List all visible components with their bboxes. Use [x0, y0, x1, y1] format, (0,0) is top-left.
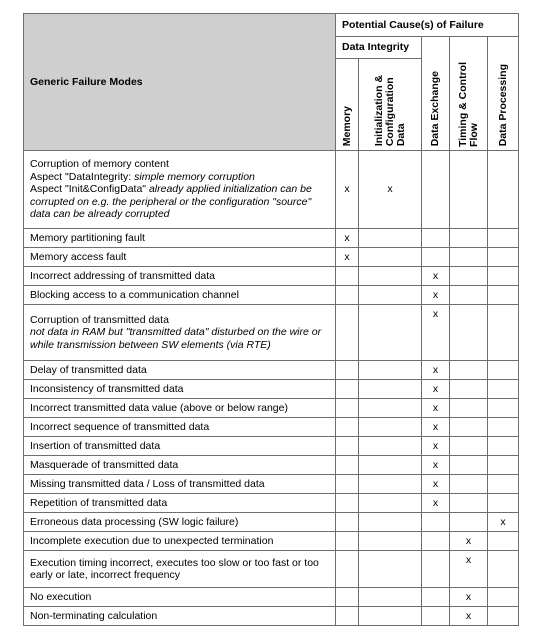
column-label: [342, 100, 353, 146]
failure-mode-line: data can be already corrupted: [30, 208, 170, 221]
header-col-init-config-data: [359, 59, 422, 151]
cause-mark-cell: [359, 267, 422, 286]
cause-mark-cell: [488, 286, 519, 305]
failure-mode-text: simple memory corruption: [134, 170, 255, 183]
failure-modes-table: [23, 13, 519, 626]
cause-mark-cell: x: [422, 456, 450, 475]
cause-mark-cell: [359, 418, 422, 437]
column-label-line: Data Exchange: [429, 71, 441, 147]
failure-mode-line: Incomplete execution due to unexpected termination: [30, 534, 274, 547]
table-row: [24, 361, 519, 380]
cause-mark-cell: x: [422, 380, 450, 399]
failure-mode-text: already applied initialization can be: [148, 183, 312, 196]
cause-mark-cell: x: [450, 607, 488, 626]
failure-mode-cell: [24, 494, 336, 513]
failure-mode-cell: [24, 551, 336, 588]
cause-mark-cell: [488, 418, 519, 437]
cause-mark-cell: [336, 588, 359, 607]
failure-mode-cell: [24, 229, 336, 248]
failure-mode-cell: [24, 513, 336, 532]
cause-mark-cell: [488, 532, 519, 551]
cause-mark-cell: [422, 248, 450, 267]
failure-mode-line: Repetition of transmitted data: [30, 496, 168, 509]
cause-mark-cell: [359, 551, 422, 588]
failure-mode-cell: [24, 380, 336, 399]
cause-mark-cell: [450, 513, 488, 532]
table-row: [24, 456, 519, 475]
cause-mark-cell: [488, 456, 519, 475]
column-label-line: Memory: [340, 106, 353, 147]
cause-mark-cell: x: [422, 286, 450, 305]
cause-mark-cell: [359, 607, 422, 626]
failure-mode-line: Delay of transmitted data: [30, 363, 147, 376]
cause-mark-cell: [488, 151, 519, 229]
cause-mark-cell: [450, 229, 488, 248]
table-row: [24, 437, 519, 456]
failure-mode-cell: [24, 418, 336, 437]
column-label-line: Data Processing: [496, 64, 509, 147]
failure-mode-line: Memory access fault: [30, 250, 127, 263]
cause-mark-cell: [336, 286, 359, 305]
table-row: [24, 532, 519, 551]
failure-mode-cell: [24, 305, 336, 361]
cause-mark-cell: x: [422, 305, 450, 361]
cause-mark-cell: [488, 248, 519, 267]
cause-mark-cell: [359, 399, 422, 418]
failure-mode-line: [30, 171, 329, 184]
failure-mode-line: Insertion of transmitted data: [30, 439, 161, 452]
table-row: [24, 588, 519, 607]
cause-mark-cell: [336, 418, 359, 437]
cause-mark-cell: [488, 361, 519, 380]
cause-mark-cell: [359, 437, 422, 456]
cause-mark-cell: [450, 361, 488, 380]
cause-mark-cell: [488, 267, 519, 286]
cause-mark-cell: [336, 475, 359, 494]
failure-mode-text: Aspect "Init&ConfigData": [30, 183, 149, 196]
cause-mark-cell: [450, 437, 488, 456]
header-potential-causes: Potential Cause(s) of Failure: [336, 14, 519, 37]
failure-mode-line: Masquerade of transmitted data: [30, 458, 179, 471]
failure-mode-line: Missing transmitted data / Loss of transmitted data: [30, 477, 265, 490]
cause-mark-cell: x: [336, 229, 359, 248]
cause-mark-cell: [450, 399, 488, 418]
cause-mark-cell: x: [422, 494, 450, 513]
table-row: [24, 551, 519, 588]
cause-mark-cell: [450, 380, 488, 399]
cause-mark-cell: [359, 380, 422, 399]
cause-mark-cell: x: [422, 399, 450, 418]
cause-mark-cell: [488, 475, 519, 494]
cause-mark-cell: [422, 607, 450, 626]
cause-mark-cell: [488, 494, 519, 513]
cause-mark-cell: [336, 532, 359, 551]
cause-mark-cell: [336, 399, 359, 418]
failure-mode-line: Non-terminating calculation: [30, 609, 158, 622]
column-label-line: Initialization &: [372, 75, 385, 147]
failure-mode-line: while transmission between SW elements (via RTE): [30, 338, 271, 351]
cause-mark-cell: [336, 494, 359, 513]
failure-mode-cell: [24, 286, 336, 305]
cause-mark-cell: [450, 418, 488, 437]
cause-mark-cell: [488, 399, 519, 418]
column-label: [374, 69, 407, 146]
cause-mark-cell: x: [422, 437, 450, 456]
cause-mark-cell: [359, 286, 422, 305]
cause-mark-cell: [359, 588, 422, 607]
cause-mark-cell: [488, 380, 519, 399]
cause-mark-cell: [450, 151, 488, 229]
failure-mode-cell: [24, 399, 336, 418]
table-row: [24, 151, 519, 229]
failure-mode-line: Inconsistency of transmitted data: [30, 382, 184, 395]
cause-mark-cell: x: [450, 588, 488, 607]
failure-mode-line: Corruption of transmitted data: [30, 313, 169, 326]
table-row: [24, 494, 519, 513]
cause-mark-cell: x: [336, 248, 359, 267]
cause-mark-cell: x: [450, 551, 488, 588]
cause-mark-cell: [359, 305, 422, 361]
failure-mode-line: [30, 183, 329, 196]
failure-mode-cell: [24, 588, 336, 607]
cause-mark-cell: x: [422, 361, 450, 380]
cause-mark-cell: [336, 305, 359, 361]
cause-mark-cell: [450, 286, 488, 305]
cause-mark-cell: [359, 513, 422, 532]
cause-mark-cell: [422, 532, 450, 551]
cause-mark-cell: [336, 551, 359, 588]
cause-mark-cell: [336, 513, 359, 532]
cause-mark-cell: [336, 380, 359, 399]
cause-mark-cell: [422, 151, 450, 229]
cause-mark-cell: [336, 437, 359, 456]
cause-mark-cell: x: [359, 151, 422, 229]
cause-mark-cell: [488, 229, 519, 248]
failure-mode-cell: [24, 532, 336, 551]
table-row: [24, 267, 519, 286]
failure-mode-cell: [24, 475, 336, 494]
cause-mark-cell: [359, 229, 422, 248]
failure-mode-cell: [24, 267, 336, 286]
cause-mark-cell: [450, 248, 488, 267]
header-col-data-processing: [488, 37, 519, 151]
failure-mode-cell: [24, 607, 336, 626]
failure-mode-text: Aspect "DataIntegrity:: [30, 170, 135, 183]
failure-mode-line: not data in RAM but "transmitted data" disturbed on the wire or: [30, 326, 322, 339]
table-row: [24, 380, 519, 399]
failure-mode-cell: [24, 248, 336, 267]
cause-mark-cell: x: [422, 475, 450, 494]
failure-mode-line: Corruption of memory content: [30, 158, 169, 171]
table-row: [24, 229, 519, 248]
cause-mark-cell: [422, 229, 450, 248]
table-row: [24, 475, 519, 494]
cause-mark-cell: [336, 456, 359, 475]
column-label-line: Configuration: [383, 77, 396, 147]
column-label-line: Timing & Control: [456, 61, 469, 147]
cause-mark-cell: [359, 361, 422, 380]
header-data-integrity: Data Integrity: [336, 37, 422, 59]
column-label: [458, 56, 480, 147]
header-col-timing-control-flow: [450, 37, 488, 151]
cause-mark-cell: [336, 361, 359, 380]
cause-mark-cell: [422, 513, 450, 532]
failure-mode-line: corrupted on e.g. the peripheral or the configuration "source": [30, 195, 312, 208]
cause-mark-cell: [450, 267, 488, 286]
table-row: [24, 248, 519, 267]
cause-mark-cell: x: [422, 418, 450, 437]
failure-mode-line: Incorrect transmitted data value (above or below range): [30, 401, 288, 414]
table-row: [24, 286, 519, 305]
cause-mark-cell: x: [422, 267, 450, 286]
table-row: [24, 305, 519, 361]
failure-mode-cell: [24, 361, 336, 380]
failure-mode-line: Blocking access to a communication channel: [30, 288, 239, 301]
cause-mark-cell: [359, 475, 422, 494]
cause-mark-cell: [422, 551, 450, 588]
cause-mark-cell: [488, 588, 519, 607]
column-label-line: Flow: [467, 122, 480, 147]
failure-mode-line: Erroneous data processing (SW logic failure): [30, 515, 239, 528]
cause-mark-cell: [359, 456, 422, 475]
cause-mark-cell: [450, 494, 488, 513]
failure-mode-cell: [24, 456, 336, 475]
failure-mode-line: early or late, incorrect frequency: [30, 569, 180, 581]
cause-mark-cell: [359, 494, 422, 513]
cause-mark-cell: x: [336, 151, 359, 229]
cause-mark-cell: [488, 305, 519, 361]
table-row: [24, 513, 519, 532]
cause-mark-cell: [336, 607, 359, 626]
table-row: [24, 399, 519, 418]
cause-mark-cell: [450, 456, 488, 475]
cause-mark-cell: [488, 607, 519, 626]
header-col-data-exchange: [422, 37, 450, 151]
failure-mode-line: Execution timing incorrect, executes too slow or too fast or too: [30, 556, 319, 569]
failure-mode-line: Memory partitioning fault: [30, 231, 145, 244]
header-col-memory: [336, 59, 359, 151]
failure-mode-line: Incorrect addressing of transmitted data: [30, 269, 216, 282]
table-row: [24, 418, 519, 437]
failure-mode-cell: [24, 437, 336, 456]
failure-mode-line: No execution: [30, 590, 92, 603]
table-row: [24, 607, 519, 626]
cause-mark-cell: [488, 437, 519, 456]
failure-mode-line: Incorrect sequence of transmitted data: [30, 420, 210, 433]
cause-mark-cell: [336, 267, 359, 286]
cause-mark-cell: x: [488, 513, 519, 532]
cause-mark-cell: [359, 532, 422, 551]
column-label: [498, 58, 509, 146]
cause-mark-cell: [450, 475, 488, 494]
cause-mark-cell: x: [450, 532, 488, 551]
failure-mode-cell: [24, 151, 336, 229]
cause-mark-cell: [359, 248, 422, 267]
cause-mark-cell: [422, 588, 450, 607]
column-label-line: Data: [394, 123, 407, 147]
header-generic-failure-modes: Generic Failure Modes: [24, 14, 336, 151]
cause-mark-cell: [450, 305, 488, 361]
column-label: [430, 65, 441, 146]
cause-mark-cell: [488, 551, 519, 588]
